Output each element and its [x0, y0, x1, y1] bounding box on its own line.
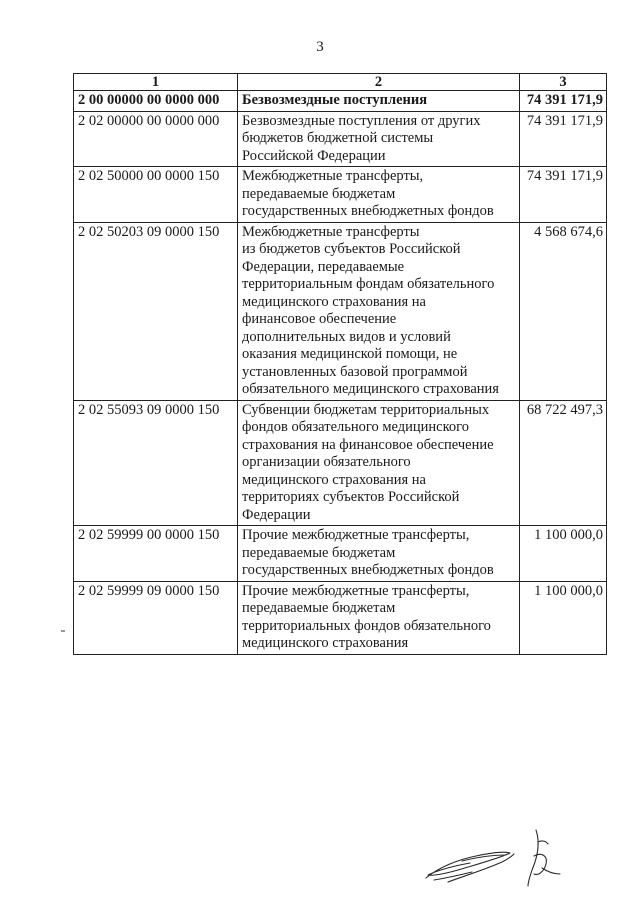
page-number: 3 [316, 39, 324, 55]
description-line: медицинского страхования на [242, 293, 426, 310]
description-line: Федерации, передаваемые [242, 258, 405, 275]
header-row [74, 74, 607, 91]
description-line: государственных внебюджетных фондов [242, 203, 494, 219]
description-line: Межбюджетные трансферты [242, 223, 420, 240]
description-line: обязательного медицинского страхования [242, 381, 499, 397]
description-line: финансовое обеспечение [242, 311, 397, 327]
table-row [74, 581, 607, 654]
amount-cell: 74 391 171,9 [520, 167, 607, 223]
column-header-description: 2 [238, 74, 520, 91]
description-cell [238, 581, 520, 654]
budget-code-cell: 2 02 55093 09 0000 150 [74, 400, 238, 526]
description-line: оказания медицинской помощи, не [242, 346, 458, 362]
description-line: Прочие межбюджетные трансферты, [242, 582, 470, 599]
description-line: фондов обязательного медицинского [242, 419, 469, 435]
amount-cell: 68 722 497,3 [520, 400, 607, 526]
column-header-amount: 3 [520, 74, 607, 91]
description-line: Субвенции бюджетам территориальных [242, 401, 490, 418]
description-cell [238, 526, 520, 582]
column-header-code: 1 [74, 74, 238, 91]
table-row [74, 526, 607, 582]
description-cell [238, 222, 520, 400]
budget-code-cell: 2 02 00000 00 0000 000 [74, 111, 238, 167]
description-line: страхования на финансовое обеспечение [242, 436, 494, 453]
budget-code-cell: 2 02 50000 00 0000 150 [74, 167, 238, 223]
description-cell [238, 167, 520, 223]
description-line: Российской Федерации [242, 147, 386, 164]
margin-mark [61, 630, 65, 632]
amount-cell: 1 100 000,0 [520, 526, 607, 582]
description-line: передаваемые бюджетам [242, 185, 396, 202]
description-line: медицинского страхования на [242, 471, 426, 488]
description-line: дополнительных видов и условий [242, 328, 451, 345]
amount-cell: 1 100 000,0 [520, 581, 607, 654]
description-line: территориальных фондов обязательного [242, 617, 491, 634]
description-line: территориальным фондам обязательного [242, 276, 495, 292]
description-cell [238, 91, 520, 112]
description-line: Межбюджетные трансферты, [242, 168, 424, 184]
amount-cell: 74 391 171,9 [520, 111, 607, 167]
table-row [74, 111, 607, 167]
table-row [74, 400, 607, 526]
description-line: территориях субъектов Российской [242, 489, 460, 505]
description-cell [238, 111, 520, 167]
budget-table [73, 73, 607, 655]
description-line: Безвозмездные поступления [242, 92, 428, 108]
description-line: установленных базовой программой [242, 363, 468, 380]
description-cell [238, 400, 520, 526]
budget-code-cell: 2 02 59999 09 0000 150 [74, 581, 238, 654]
description-line: организации обязательного [242, 454, 411, 470]
budget-code-cell: 2 00 00000 00 0000 000 [74, 91, 238, 112]
table-row [74, 91, 607, 112]
description-line: медицинского страхования [242, 635, 409, 651]
table-row [74, 167, 607, 223]
signature-image [418, 812, 578, 892]
table-row [74, 222, 607, 400]
description-line: Федерации [242, 506, 311, 523]
description-line: из бюджетов субъектов Российской [242, 241, 461, 257]
description-line: передаваемые бюджетам [242, 544, 396, 561]
amount-cell: 74 391 171,9 [520, 91, 607, 112]
budget-code-cell: 2 02 50203 09 0000 150 [74, 222, 238, 400]
description-line: государственных внебюджетных фондов [242, 562, 494, 578]
description-line: Безвозмездные поступления от других [242, 112, 481, 129]
description-line: передаваемые бюджетам [242, 600, 396, 616]
table-body [74, 91, 607, 655]
amount-cell: 4 568 674,6 [520, 222, 607, 400]
budget-code-cell: 2 02 59999 00 0000 150 [74, 526, 238, 582]
description-line: Прочие межбюджетные трансферты, [242, 527, 470, 543]
description-line: бюджетов бюджетной системы [242, 130, 434, 146]
